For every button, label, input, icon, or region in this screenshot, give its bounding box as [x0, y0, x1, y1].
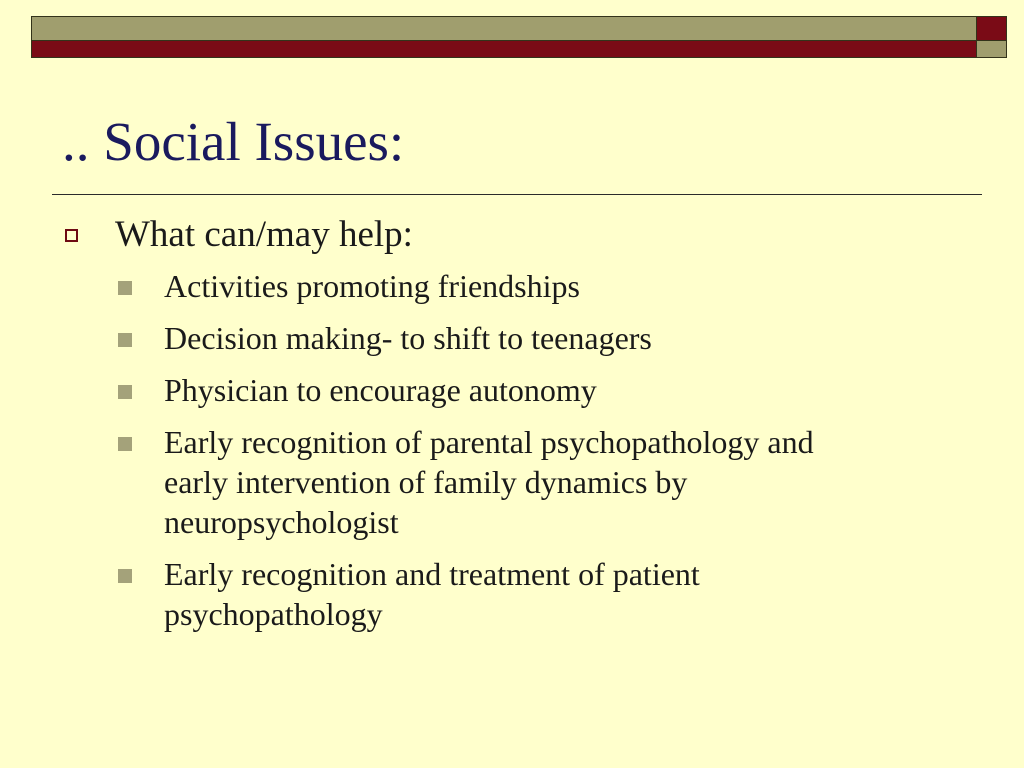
level1-bullet-item	[62, 212, 962, 258]
list-item	[62, 422, 862, 542]
level1-bullet-text: What can/may help:	[115, 214, 413, 255]
slide-title: .. Social Issues:	[62, 111, 405, 172]
list-item-text: Decision making- to shift to teenagers	[164, 320, 652, 356]
header-maroon-bar	[31, 41, 977, 58]
list-item	[62, 554, 862, 634]
top-decorative-bar	[31, 16, 1007, 59]
sub-bullet-list	[62, 266, 962, 634]
list-item-text: Activities promoting friendships	[164, 268, 580, 304]
hollow-square-bullet-icon	[65, 229, 78, 242]
title-divider	[52, 194, 982, 195]
list-item-text: Early recognition of parental psychopathology and early intervention of family dynamics by neuropsychologist	[164, 424, 814, 540]
list-item	[62, 318, 862, 358]
filled-square-bullet-icon	[118, 437, 132, 451]
header-olive-square	[977, 41, 1007, 58]
filled-square-bullet-icon	[118, 569, 132, 583]
slide-body	[62, 212, 962, 646]
list-item	[62, 266, 862, 306]
header-olive-bar	[31, 16, 977, 41]
list-item	[62, 370, 862, 410]
filled-square-bullet-icon	[118, 385, 132, 399]
filled-square-bullet-icon	[118, 333, 132, 347]
list-item-text: Physician to encourage autonomy	[164, 372, 597, 408]
list-item-text: Early recognition and treatment of patient psychopathology	[164, 556, 700, 632]
header-maroon-square	[977, 16, 1007, 41]
filled-square-bullet-icon	[118, 281, 132, 295]
